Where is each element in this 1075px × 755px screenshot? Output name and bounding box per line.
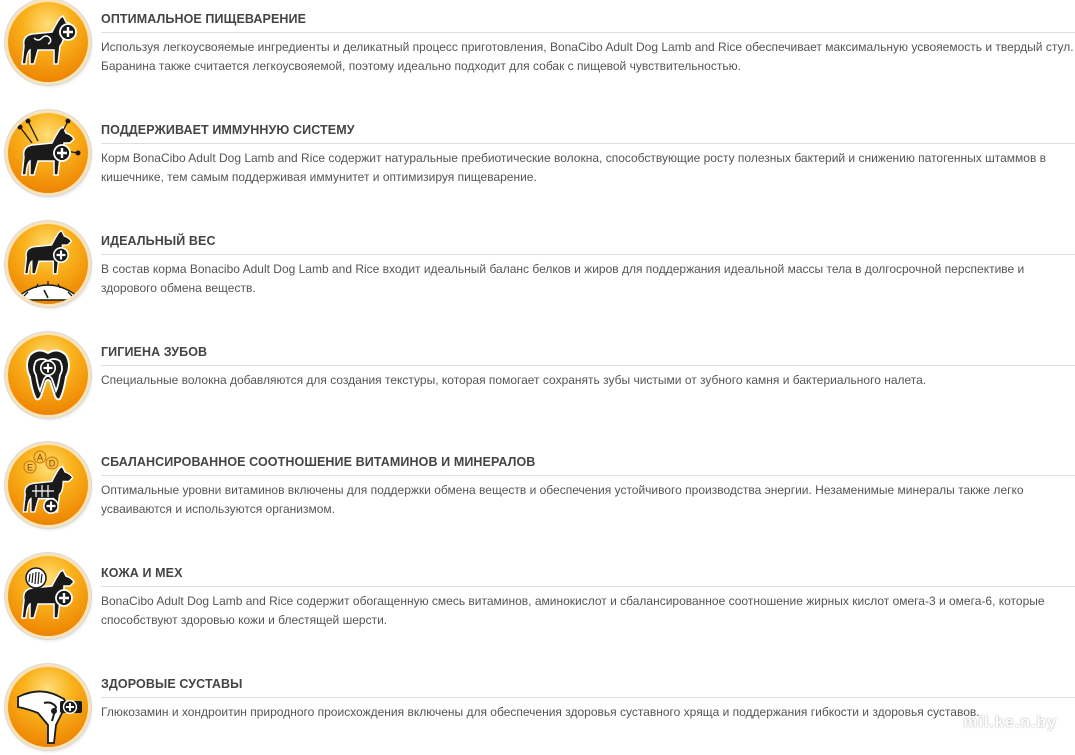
dog-skin-coat-icon xyxy=(8,556,88,636)
feature-vitamins xyxy=(0,443,1075,533)
dog-weight-scale-icon xyxy=(8,224,88,304)
feature-title: СБАЛАНСИРОВАННОЕ СООТНОШЕНИЕ ВИТАМИНОВ И МИНЕРАЛОВ xyxy=(101,455,536,469)
feature-title: ПОДДЕРЖИВАЕТ ИММУННУЮ СИСТЕМУ xyxy=(101,123,355,137)
watermark: mil.ke.n.by xyxy=(963,714,1057,731)
feature-immunity xyxy=(0,111,1075,201)
dog-joints-icon xyxy=(8,667,88,747)
vitamin-letter: A xyxy=(36,452,44,463)
feature-dental xyxy=(0,333,1075,423)
feature-title: КОЖА И МЕХ xyxy=(101,566,183,580)
feature-title: ОПТИМАЛЬНОЕ ПИЩЕВАРЕНИЕ xyxy=(101,12,307,26)
feature-digestion xyxy=(0,0,1075,90)
feature-description: В состав корма Bonacibo Adult Dog Lamb and Rice входит идеальный баланс белков и жиров для поддержания идеальной массы тела в долгосрочной перспективе и здорового обмена веществ. xyxy=(101,262,1025,295)
feature-title: ГИГИЕНА ЗУБОВ xyxy=(101,345,208,359)
vitamin-letter: D xyxy=(48,458,56,469)
divider xyxy=(101,475,1075,476)
feature-description: Глюкозамин и хондроитин природного происхождения включены для обеспечения здоровья суставного хряща и поддержания гибкости и здоровья суставов. xyxy=(101,705,980,719)
feature-title: ЗДОРОВЫЕ СУСТАВЫ xyxy=(101,677,243,691)
divider xyxy=(101,697,1075,698)
dog-immunity-icon xyxy=(8,113,88,193)
feature-description: Используя легкоусвояемые ингредиенты и деликатный процесс приготовления, BonaCibo Adult Dog Lamb and Rice обеспечивает максимальную усвояемость и твердый стул. Баранина также считается легкоусвояемой, поэтому идеально подходит для собак с пищевой чувствительностью. xyxy=(101,40,1074,73)
dog-vitamins-icon xyxy=(8,445,88,525)
feature-description: BonaCibo Adult Dog Lamb and Rice содержит обогащенную смесь витаминов, аминокислот и сбалансированное соотношение жирных кислот омега-3 и омега-6, которые способствуют здоровью кожи и блестящей шерсти. xyxy=(101,594,1045,627)
divider xyxy=(101,254,1075,255)
divider xyxy=(101,32,1075,33)
feature-joints xyxy=(0,665,1075,755)
dog-digestion-icon xyxy=(8,2,88,82)
feature-description: Специальные волокна добавляются для создания текстуры, которая помогает сохранять зубы чистыми от зубного камня и бактериального налета. xyxy=(101,373,927,387)
feature-description: Корм BonaCibo Adult Dog Lamb and Rice содержит натуральные пребиотические волокна, способствующие росту полезных бактерий и снижению патогенных штаммов в кишечнике, тем самым поддерживая иммунитет и оптимизируя пищеварение. xyxy=(101,151,1047,184)
feature-title: ИДЕАЛЬНЫЙ ВЕС xyxy=(101,234,216,248)
feature-weight xyxy=(0,222,1075,312)
vitamin-letter: E xyxy=(26,462,34,473)
tooth-icon xyxy=(8,335,88,415)
divider xyxy=(101,143,1075,144)
divider xyxy=(101,586,1075,587)
feature-skin-coat xyxy=(0,554,1075,644)
feature-description: Оптимальные уровни витаминов включены для поддержки обмена веществ и обеспечения устойчивого производства энергии. Незаменимые минералы также легко усваиваются и используются организмом. xyxy=(101,483,1024,516)
divider xyxy=(101,365,1075,366)
